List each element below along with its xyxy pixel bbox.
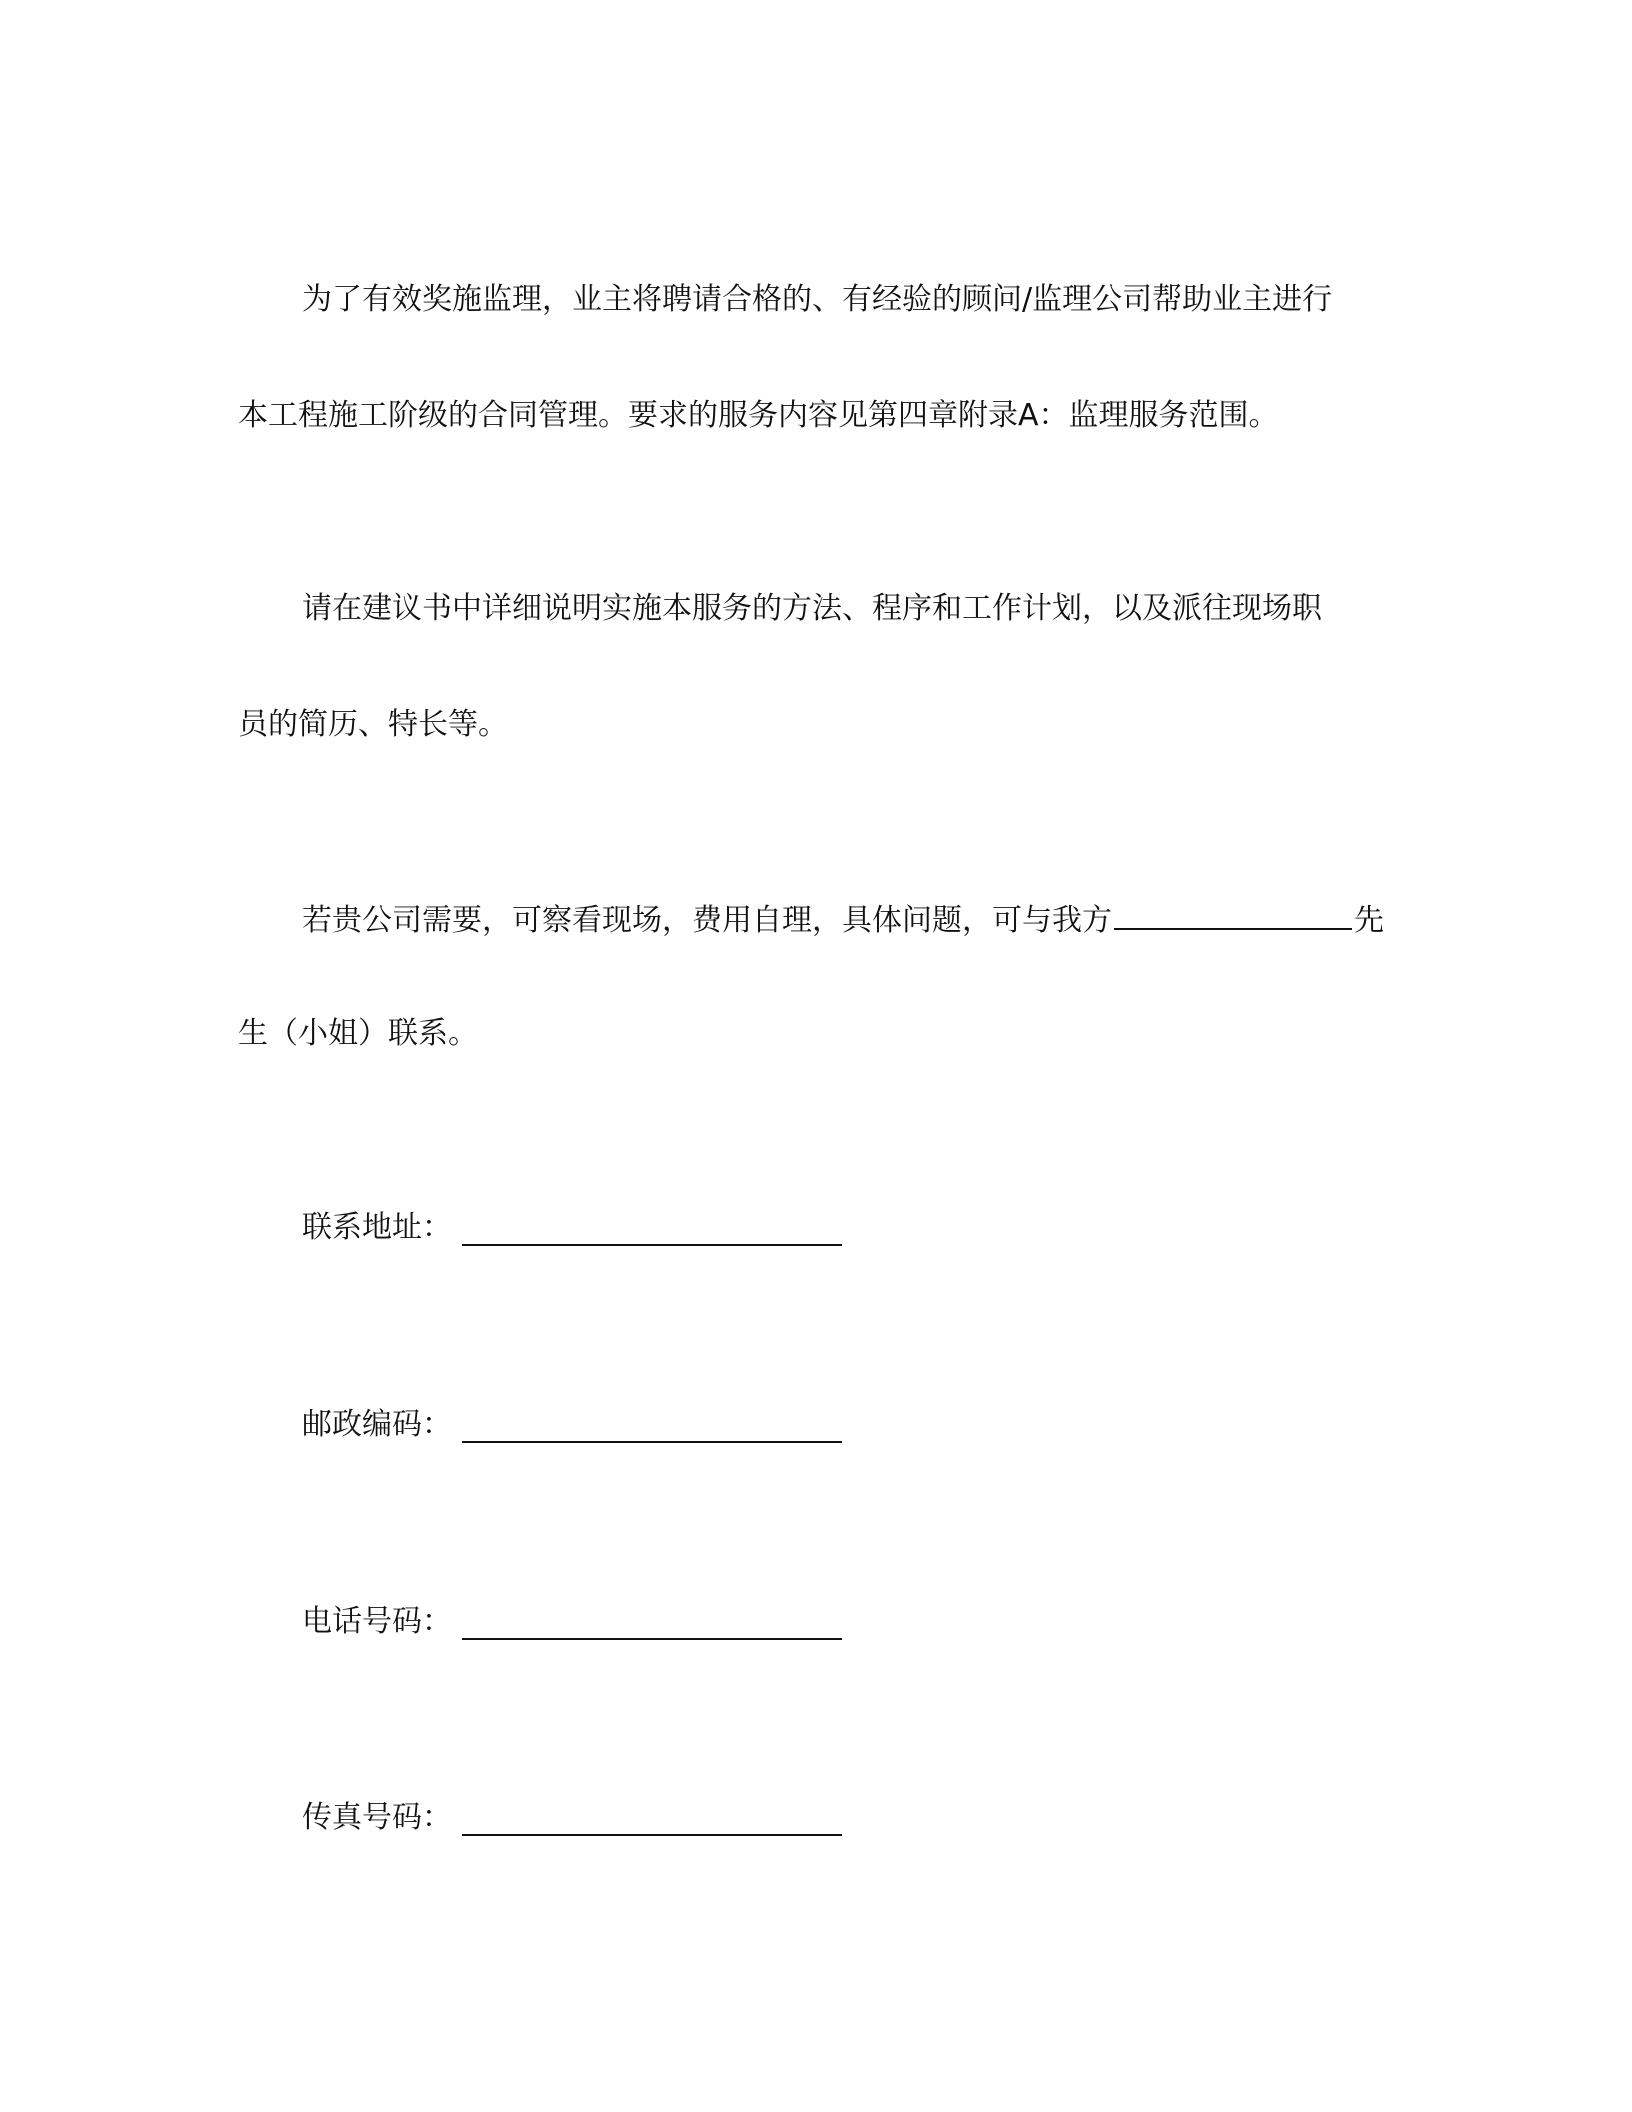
address-blank-line xyxy=(462,1244,842,1246)
paragraph-1-line-1: 为了有效奖施监理，业主将聘请合格的、有经验的顾问/监理公司帮助业主进行 xyxy=(302,282,1333,317)
paragraph-3-text-after-blank: 先 xyxy=(1354,903,1384,938)
fax-field xyxy=(302,1798,452,1838)
fax-blank-line xyxy=(462,1834,842,1836)
fax-label: 传真号码： xyxy=(302,1800,452,1835)
paragraph-3-text-before-blank: 若贵公司需要，可察看现场，费用自理，具体问题，可与我方 xyxy=(302,903,1112,938)
phone-blank-line xyxy=(462,1638,842,1640)
paragraph-3-line-2: 生（小姐）联系。 xyxy=(238,1016,478,1051)
contact-person-blank xyxy=(1114,898,1352,930)
postal-code-blank-line xyxy=(462,1441,842,1443)
phone-field xyxy=(302,1602,452,1642)
paragraph-1-line-2: 本工程施工阶级的合同管理。要求的服务内容见第四章附录A：监理服务范围。 xyxy=(238,398,1279,433)
address-label: 联系地址： xyxy=(302,1210,452,1245)
phone-label: 电话号码： xyxy=(302,1604,452,1639)
paragraph-2-line-2: 员的简历、特长等。 xyxy=(238,707,508,742)
postal-code-label: 邮政编码： xyxy=(302,1407,452,1442)
address-field xyxy=(302,1208,452,1248)
paragraph-3-line-1 xyxy=(302,898,1384,941)
paragraph-2-line-1: 请在建议书中详细说明实施本服务的方法、程序和工作计划，以及派往现场职 xyxy=(302,591,1322,626)
postal-code-field xyxy=(302,1405,452,1445)
